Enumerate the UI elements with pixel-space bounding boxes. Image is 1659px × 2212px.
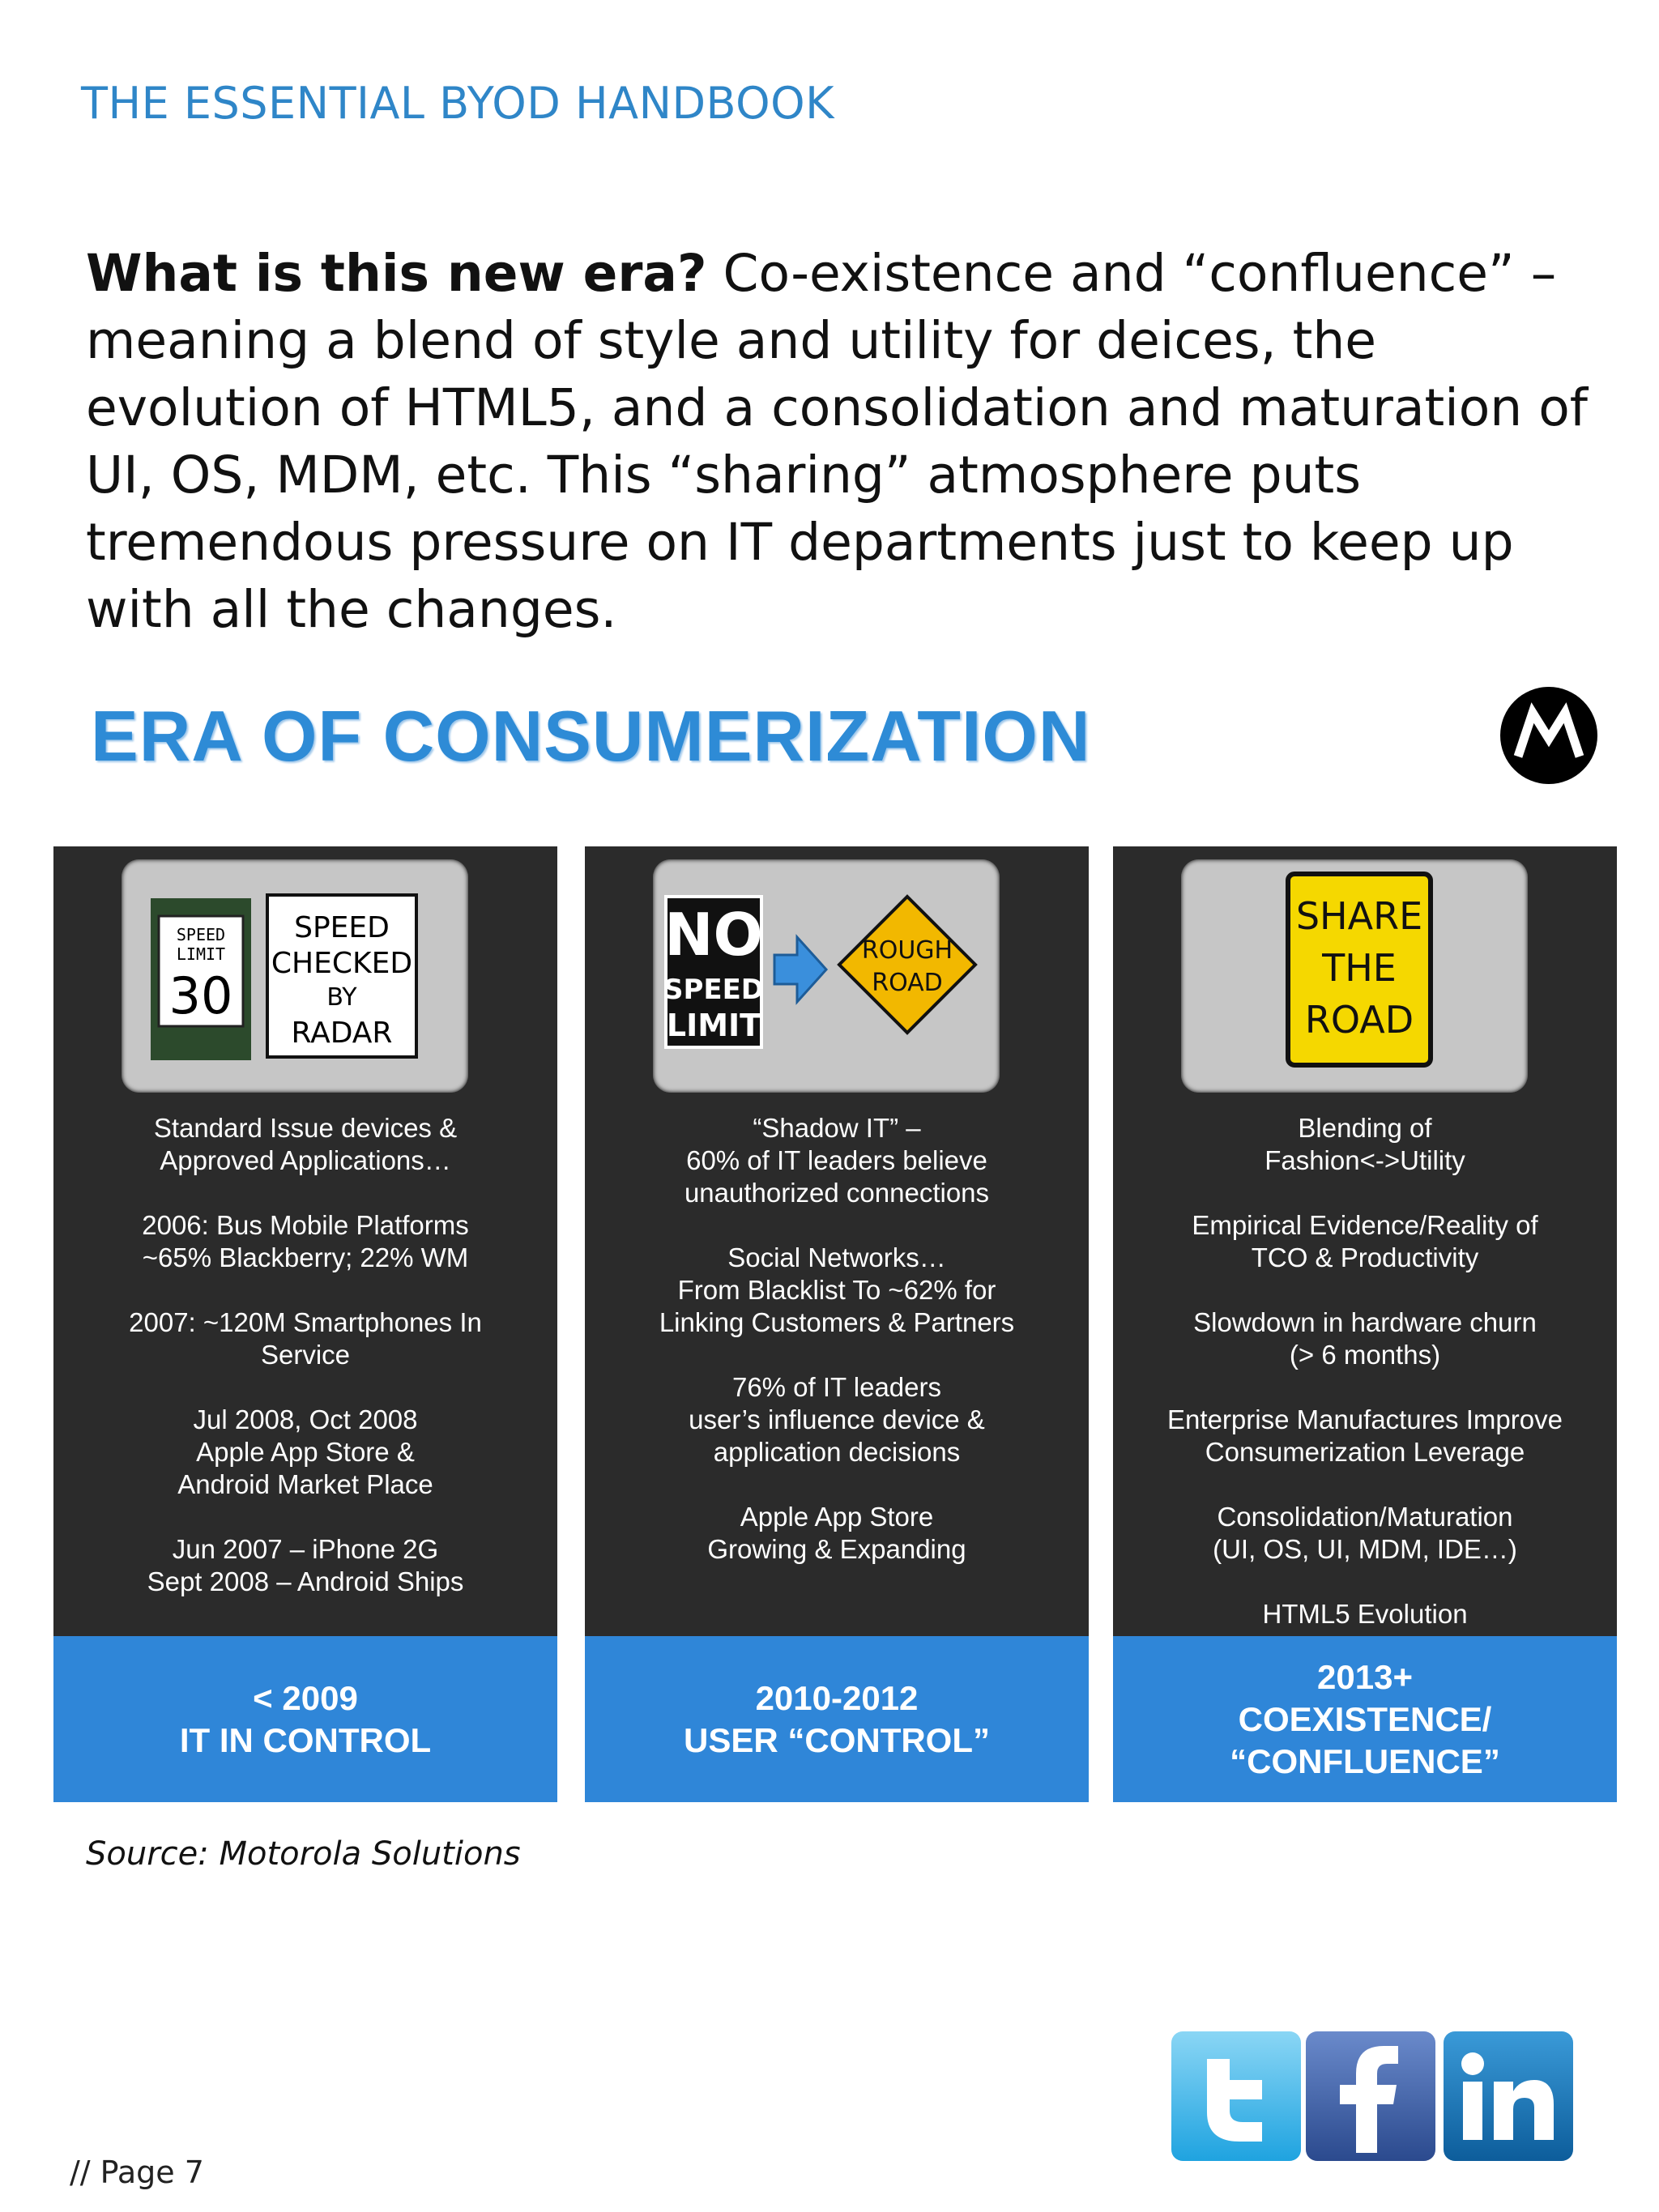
panel-1-paragraph: Jun 2007 – iPhone 2G Sept 2008 – Android Ships bbox=[147, 1534, 464, 1596]
rough-sign-line-1: ROUGH bbox=[861, 936, 953, 965]
panel-3-paragraph: Empirical Evidence/Reality of TCO & Productivity bbox=[1192, 1210, 1538, 1272]
sign-illustration-1 bbox=[122, 859, 468, 1093]
speed-limit-number: 30 bbox=[168, 966, 233, 1025]
panel-2-paragraph: Social Networks… From Blacklist To ~62% for Linking Customers & Partners bbox=[659, 1242, 1015, 1337]
era-label-2-title: USER “CONTROL” bbox=[684, 1720, 990, 1759]
no-sign-line-1: NO bbox=[664, 901, 763, 969]
intro-body: Co-existence and “confluence” – meaning a blend of style and utility for deices, the evolution of HTML5, and a consolidation and maturation of UI, OS, MDM, etc. This “sharing” atmosphere puts tremendous pressure on IT departments just to keep up with all the changes. bbox=[86, 244, 1588, 639]
panel-2-paragraph: Apple App Store Growing & Expanding bbox=[707, 1502, 966, 1564]
era-label-3-years: 2013+ bbox=[1317, 1657, 1413, 1696]
era-label-1-years: < 2009 bbox=[253, 1678, 358, 1717]
figure-heading: ERA OF CONSUMERIZATION bbox=[91, 696, 1091, 776]
panel-3-paragraph: Blending of Fashion<->Utility bbox=[1265, 1113, 1465, 1175]
panel-1-paragraph: 2006: Bus Mobile Platforms ~65% Blackberry; 22% WM bbox=[142, 1210, 469, 1272]
era-label-3-subtitle: “CONFLUENCE” bbox=[1230, 1741, 1500, 1780]
motorola-logo bbox=[1500, 687, 1597, 784]
facebook-icon[interactable] bbox=[1306, 2031, 1435, 2161]
panel-1-paragraph: Standard Issue devices & Approved Applications… bbox=[153, 1113, 458, 1175]
twitter-icon[interactable] bbox=[1171, 2031, 1301, 2161]
speed-limit-mid: LIMIT bbox=[176, 944, 226, 964]
panel-1-paragraph: Jul 2008, Oct 2008 Apple App Store & Android Market Place bbox=[177, 1404, 433, 1499]
radar-line-4: RADAR bbox=[291, 1016, 393, 1050]
radar-line-3: BY bbox=[326, 983, 357, 1012]
linkedin-icon[interactable] bbox=[1444, 2031, 1573, 2161]
share-sign-line-1: SHARE bbox=[1295, 894, 1423, 938]
radar-line-1: SPEED bbox=[294, 911, 390, 944]
intro-lead: What is this new era? bbox=[86, 244, 707, 303]
share-sign-line-2: THE bbox=[1322, 946, 1397, 990]
panel-3-text bbox=[1113, 1112, 1617, 1663]
no-sign-line-3: LIMIT bbox=[666, 1008, 761, 1043]
share-sign-line-3: ROAD bbox=[1304, 998, 1414, 1042]
panel-3-paragraph: Slowdown in hardware churn (> 6 months) bbox=[1193, 1307, 1537, 1370]
era-label-1 bbox=[53, 1636, 557, 1802]
era-label-1-title: IT IN CONTROL bbox=[179, 1720, 432, 1759]
sign-illustration-2 bbox=[653, 859, 1000, 1093]
intro-paragraph bbox=[86, 240, 1593, 643]
handbook-title: THE ESSENTIAL BYOD HANDBOOK bbox=[81, 78, 835, 129]
era-label-3 bbox=[1113, 1636, 1617, 1802]
panel-3-paragraph: HTML5 Evolution bbox=[1262, 1599, 1468, 1629]
panel-1-text bbox=[53, 1112, 557, 1630]
no-sign-line-2: SPEED bbox=[663, 974, 765, 1006]
era-panel-3 bbox=[1113, 846, 1617, 1636]
era-label-2 bbox=[585, 1636, 1089, 1802]
panel-3-paragraph: Enterprise Manufactures Improve Consumerization Leverage bbox=[1167, 1404, 1563, 1467]
panel-2-paragraph: “Shadow IT” – 60% of IT leaders believe unauthorized connections bbox=[684, 1113, 990, 1208]
era-label-2-years: 2010-2012 bbox=[755, 1678, 919, 1717]
arrow-right-icon bbox=[774, 937, 826, 1002]
panel-3-paragraph: Consolidation/Maturation (UI, OS, UI, MDM, IDE…) bbox=[1213, 1502, 1517, 1564]
figure-source: Source: Motorola Solutions bbox=[86, 1835, 521, 1873]
speed-limit-top: SPEED bbox=[176, 925, 226, 944]
panel-1-paragraph: 2007: ~120M Smartphones In Service bbox=[129, 1307, 482, 1370]
page-number: // Page 7 bbox=[70, 2154, 204, 2190]
panel-2-text bbox=[585, 1112, 1089, 1598]
era-panel-2 bbox=[585, 846, 1089, 1636]
rough-road-sign bbox=[839, 897, 975, 1033]
radar-line-2: CHECKED bbox=[271, 947, 413, 980]
panel-2-paragraph: 76% of IT leaders user’s influence device & application decisions bbox=[689, 1372, 985, 1467]
era-label-3-title: COEXISTENCE/ bbox=[1238, 1699, 1492, 1738]
rough-sign-line-2: ROAD bbox=[872, 969, 943, 997]
era-panel-1 bbox=[53, 846, 557, 1636]
sign-illustration-3 bbox=[1181, 859, 1528, 1093]
